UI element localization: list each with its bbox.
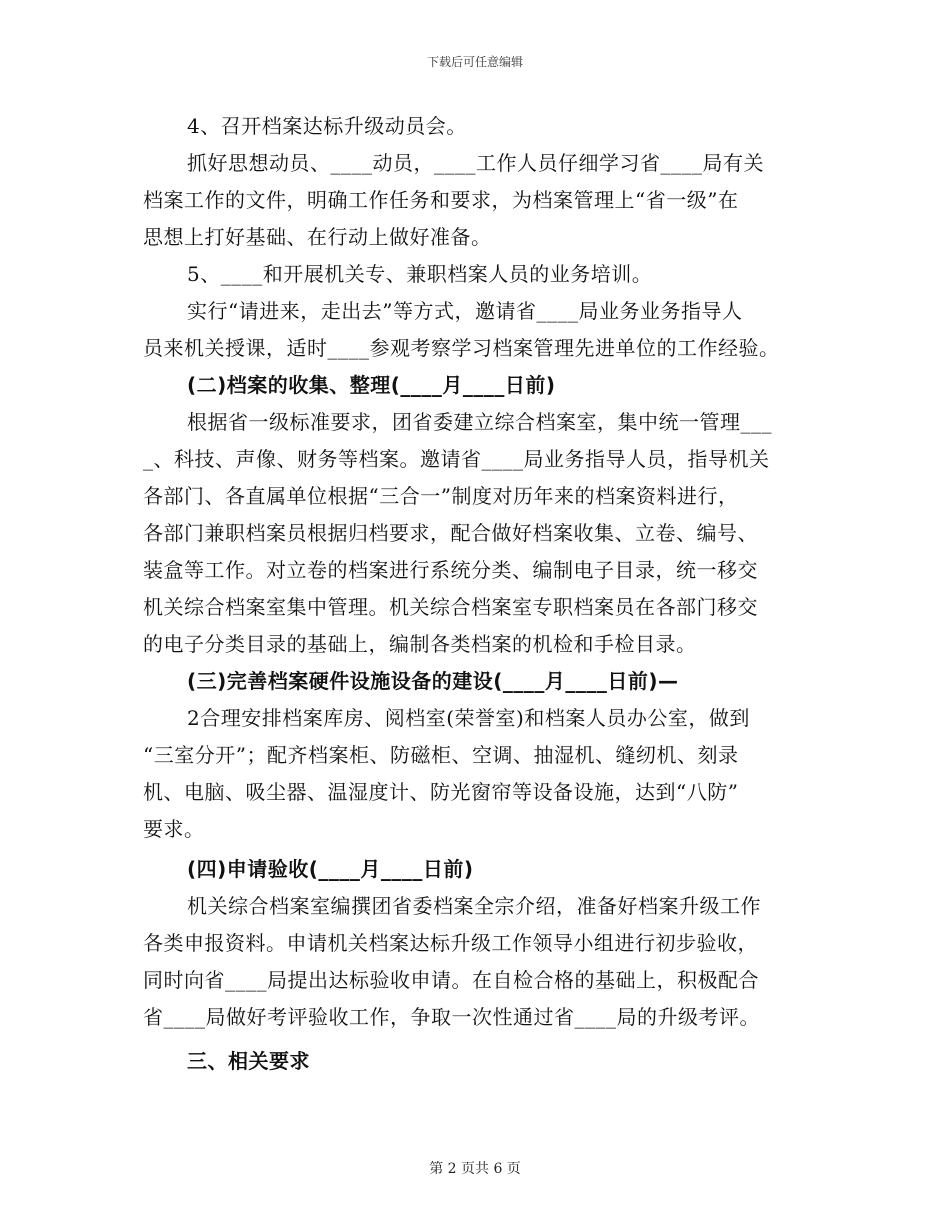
- paragraph-line: 各类申报资料。申请机关档案达标升级工作领导小组进行初步验收，: [143, 931, 758, 955]
- paragraph-line: 2合理安排档案库房、阅档室(荣誉室)和档案人员办公室，做到: [187, 706, 750, 730]
- paragraph-line: 各部门、各直属单位根据“三合一”制度对历年来的档案资料进行，: [143, 484, 739, 508]
- paragraph-line: 装盒等工作。对立卷的档案进行系统分类、编制电子目录，统一移交: [143, 558, 758, 582]
- section-heading-3: (三)完善档案硬件设施设备的建设(____月____日前)—: [187, 669, 679, 693]
- paragraph-line: 的电子分类目录的基础上，编制各类档案的机检和手检目录。: [143, 632, 697, 656]
- paragraph-line: 档案工作的文件，明确工作任务和要求，为档案管理上“省一级”在: [143, 188, 739, 212]
- paragraph-line: 机、电脑、吸尘器、温湿度计、防光窗帘等设备设施，达到“八防”: [143, 780, 739, 804]
- paragraph-line: 省____局做好考评验收工作，争取一次性通过省____局的升级考评。: [143, 1005, 760, 1029]
- paragraph-line: 同时向省____局提出达标验收申请。在自检合格的基础上，积极配合: [143, 968, 759, 992]
- paragraph-line: 根据省一级标准要求，团省委建立综合档案室，集中统一管理___: [187, 410, 772, 434]
- document-body: [143, 108, 803, 1080]
- paragraph-line: 各部门兼职档案员根据归档要求，配合做好档案收集、立卷、编号、: [143, 521, 758, 545]
- page-number: 第 2 页共 6 页: [429, 1161, 521, 1177]
- paragraph-line: “三室分开”；配齐档案柜、防磁柜、空调、抽湿机、缝纫机、刻录: [143, 743, 739, 767]
- paragraph-line: 要求。: [143, 817, 205, 841]
- section-heading-4: (四)申请验收(____月____日前): [187, 857, 474, 881]
- paragraph-line: 员来机关授课，适时____参观考察学习档案管理先进单位的工作经验。: [143, 336, 780, 360]
- heading-4: 4、召开档案达标升级动员会。: [187, 114, 467, 138]
- heading-5: 5、____和开展机关专、兼职档案人员的业务培训。: [187, 262, 653, 286]
- page-header: 下载后可任意编辑: [426, 55, 523, 69]
- paragraph-line: 思想上打好基础、在行动上做好准备。: [143, 225, 492, 249]
- section-heading-related-requirements: 三、相关要求: [187, 1049, 310, 1073]
- paragraph-line: 实行“请进来，走出去”等方式，邀请省____局业务业务指导人: [187, 299, 743, 323]
- paragraph-line: 机关综合档案室编撰团省委档案全宗介绍，准备好档案升级工作: [187, 894, 761, 918]
- paragraph-line: _、科技、声像、财务等档案。邀请省____局业务指导人员，指导机关: [143, 447, 770, 471]
- section-heading-2: (二)档案的收集、整理(____月____日前): [187, 373, 556, 397]
- paragraph-line: 抓好思想动员、____动员，____工作人员仔细学习省____局有关: [187, 151, 764, 175]
- paragraph-line: 机关综合档案室集中管理。机关综合档案室专职档案员在各部门移交: [143, 595, 758, 619]
